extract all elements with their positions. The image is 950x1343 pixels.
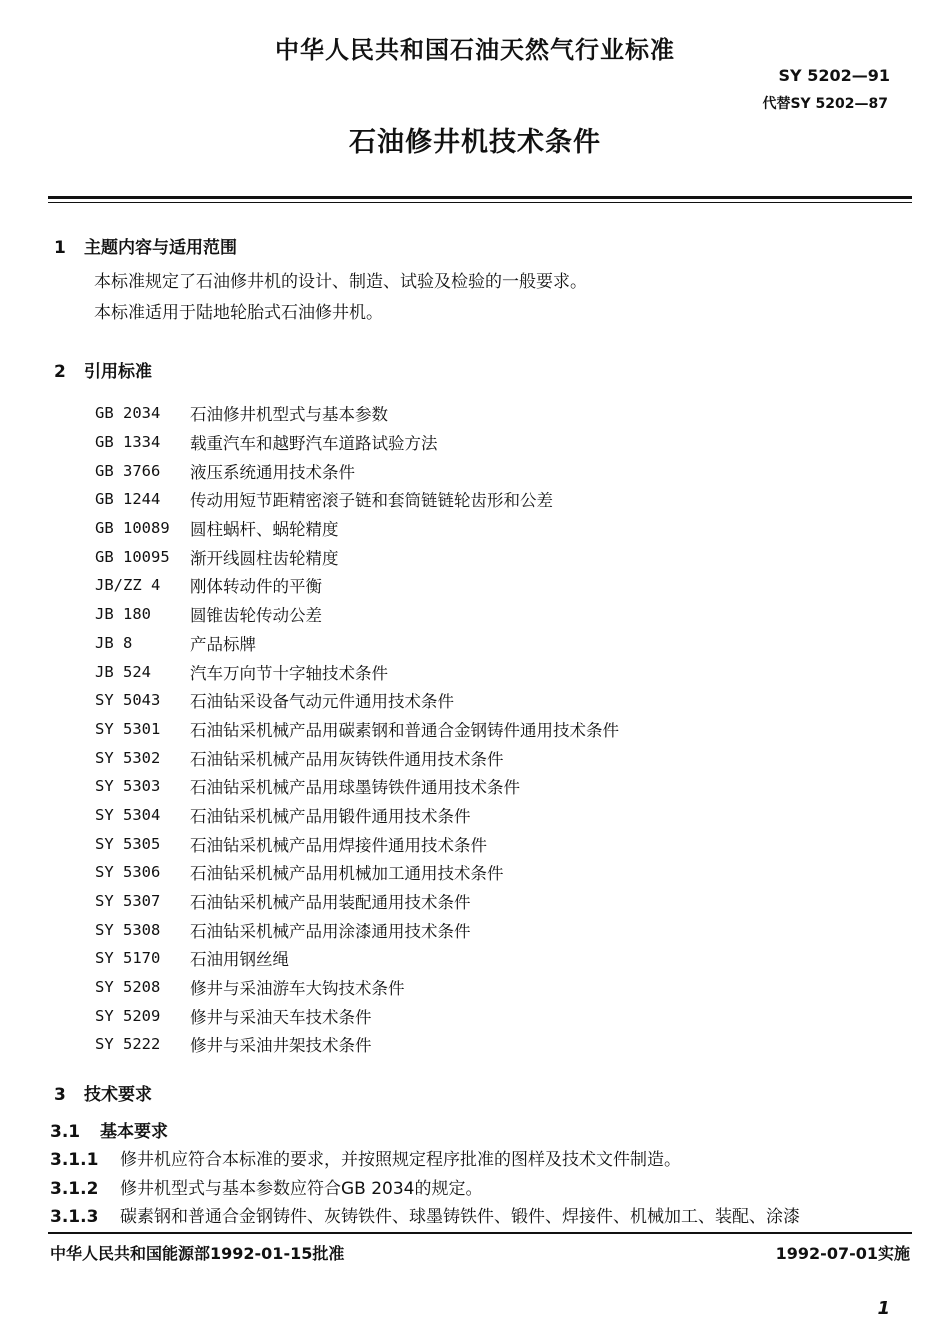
- section-2-heading: [54, 357, 152, 382]
- reference-title: 石油钻采机械产品用装配通用技术条件: [190, 893, 471, 913]
- reference-title: 产品标牌: [190, 634, 256, 654]
- reference-title: 刚体转动件的平衡: [190, 577, 322, 597]
- reference-title: 汽车万向节十字轴技术条件: [190, 663, 388, 683]
- subsection-3-1-title: 基本要求: [100, 1122, 168, 1142]
- title-rule-thick: [48, 196, 912, 199]
- reference-code: SY 5307: [95, 892, 161, 911]
- reference-item: [95, 485, 619, 514]
- subsection-3-1-number: 3.1: [50, 1122, 81, 1142]
- section-1-number: 1: [54, 238, 66, 258]
- document-title: 石油修井机技术条件: [349, 127, 601, 158]
- section-1-paragraph: 本标准规定了石油修井机的设计、制造、试验及检验的一般要求。: [94, 272, 587, 292]
- section-1-heading: [54, 233, 237, 258]
- reference-title: 修井与采油井架技术条件: [190, 1036, 372, 1056]
- reference-title: 修井与采油游车大钩技术条件: [190, 979, 405, 999]
- reference-code: GB 2034: [95, 404, 161, 423]
- title-rule-thin: [48, 202, 912, 203]
- reference-code: SY 5308: [95, 920, 161, 939]
- reference-code: JB 180: [95, 605, 151, 624]
- section-1-paragraph: 本标准适用于陆地轮胎式石油修井机。: [94, 303, 383, 323]
- clause-number: 3.1.1: [50, 1150, 99, 1170]
- reference-title: 渐开线圆柱齿轮精度: [190, 548, 339, 568]
- clause-number: 3.1.2: [50, 1179, 99, 1199]
- reference-item: [95, 456, 619, 485]
- reference-item: [95, 915, 619, 944]
- page-number: 1: [877, 1298, 890, 1319]
- reference-title: 石油钻采机械产品用焊接件通用技术条件: [190, 835, 487, 855]
- reference-item: [95, 1030, 619, 1059]
- clause-3-1-2: [50, 1174, 483, 1199]
- reference-code: JB/ZZ 4: [95, 576, 161, 595]
- clause-3-1-1: [50, 1145, 681, 1170]
- reference-title: 液压系统通用技术条件: [190, 462, 355, 482]
- reference-code: GB 3766: [95, 461, 161, 480]
- section-3-title: 技术要求: [84, 1085, 152, 1105]
- clause-text: 修井机应符合本标准的要求，并按照规定程序批准的图样及技术文件制造。: [120, 1150, 681, 1170]
- reference-title: 石油钻采机械产品用涂漆通用技术条件: [190, 921, 471, 941]
- reference-item: [95, 657, 619, 686]
- reference-code: GB 10089: [95, 519, 170, 538]
- reference-title: 石油钻采机械产品用灰铸铁件通用技术条件: [190, 749, 504, 769]
- approval-statement: 中华人民共和国能源部1992-01-15批准: [50, 1244, 345, 1263]
- section-2-title: 引用标准: [84, 362, 152, 382]
- subsection-3-1-heading: [50, 1117, 168, 1142]
- section-3-heading: [54, 1080, 152, 1105]
- reference-item: [95, 944, 619, 973]
- section-3-number: 3: [54, 1085, 66, 1105]
- reference-item: [95, 542, 619, 571]
- reference-title: 石油钻采机械产品用机械加工通用技术条件: [190, 864, 504, 884]
- reference-title: 石油钻采机械产品用锻件通用技术条件: [190, 806, 471, 826]
- reference-item: [95, 887, 619, 916]
- reference-code: SY 5170: [95, 949, 161, 968]
- clause-text: 修井机型式与基本参数应符合GB 2034的规定。: [120, 1179, 483, 1199]
- reference-title: 石油修井机型式与基本参数: [190, 405, 388, 425]
- reference-title: 圆柱蜗杆、蜗轮精度: [190, 520, 339, 540]
- reference-code: SY 5303: [95, 777, 161, 796]
- section-2-number: 2: [54, 362, 66, 382]
- reference-code: JB 524: [95, 662, 151, 681]
- reference-title: 石油钻采机械产品用球墨铸铁件通用技术条件: [190, 778, 520, 798]
- clause-number: 3.1.3: [50, 1207, 99, 1227]
- issuing-organization: 中华人民共和国石油天然气行业标准: [275, 36, 675, 64]
- reference-item: [95, 801, 619, 830]
- reference-code: SY 5301: [95, 719, 161, 738]
- reference-title: 石油钻采机械产品用碳素钢和普通合金钢铸件通用技术条件: [190, 720, 619, 740]
- reference-code: SY 5043: [95, 691, 161, 710]
- reference-code: SY 5209: [95, 1006, 161, 1025]
- reference-code: SY 5306: [95, 863, 161, 882]
- section-1-title: 主题内容与适用范围: [84, 238, 237, 258]
- reference-item: [95, 858, 619, 887]
- reference-title: 传动用短节距精密滚子链和套筒链链轮齿形和公差: [190, 491, 553, 511]
- reference-code: SY 5302: [95, 748, 161, 767]
- reference-item: [95, 686, 619, 715]
- reference-item: [95, 715, 619, 744]
- reference-code: JB 8: [95, 633, 133, 652]
- reference-item: [95, 829, 619, 858]
- reference-code: GB 1244: [95, 490, 161, 509]
- reference-item: [95, 600, 619, 629]
- reference-item: [95, 571, 619, 600]
- footer-rule: [48, 1232, 912, 1234]
- reference-item: [95, 973, 619, 1002]
- reference-code: SY 5304: [95, 805, 161, 824]
- reference-code: SY 5222: [95, 1035, 161, 1054]
- implementation-date: 1992-07-01实施: [775, 1244, 910, 1263]
- reference-code: GB 1334: [95, 433, 161, 452]
- reference-item: [95, 743, 619, 772]
- clause-3-1-3: [50, 1202, 800, 1227]
- reference-code: SY 5208: [95, 978, 161, 997]
- clause-text: 碳素钢和普通合金钢铸件、灰铸铁件、球墨铸铁件、锻件、焊接件、机械加工、装配、涂漆: [120, 1207, 800, 1227]
- standard-number: SY 5202—91: [778, 66, 890, 85]
- reference-title: 载重汽车和越野汽车道路试验方法: [190, 434, 438, 454]
- referenced-standards-list: [95, 399, 619, 1059]
- reference-title: 圆锥齿轮传动公差: [190, 606, 322, 626]
- reference-item: [95, 1001, 619, 1030]
- replaces-standard: 代替SY 5202—87: [762, 96, 888, 112]
- reference-title: 石油钻采设备气动元件通用技术条件: [190, 692, 454, 712]
- reference-title: 石油用钢丝绳: [190, 950, 289, 970]
- reference-code: GB 10095: [95, 547, 170, 566]
- reference-code: SY 5305: [95, 834, 161, 853]
- reference-item: [95, 629, 619, 658]
- reference-item: [95, 514, 619, 543]
- reference-item: [95, 772, 619, 801]
- reference-item: [95, 399, 619, 428]
- reference-item: [95, 428, 619, 457]
- reference-title: 修井与采油天车技术条件: [190, 1007, 372, 1027]
